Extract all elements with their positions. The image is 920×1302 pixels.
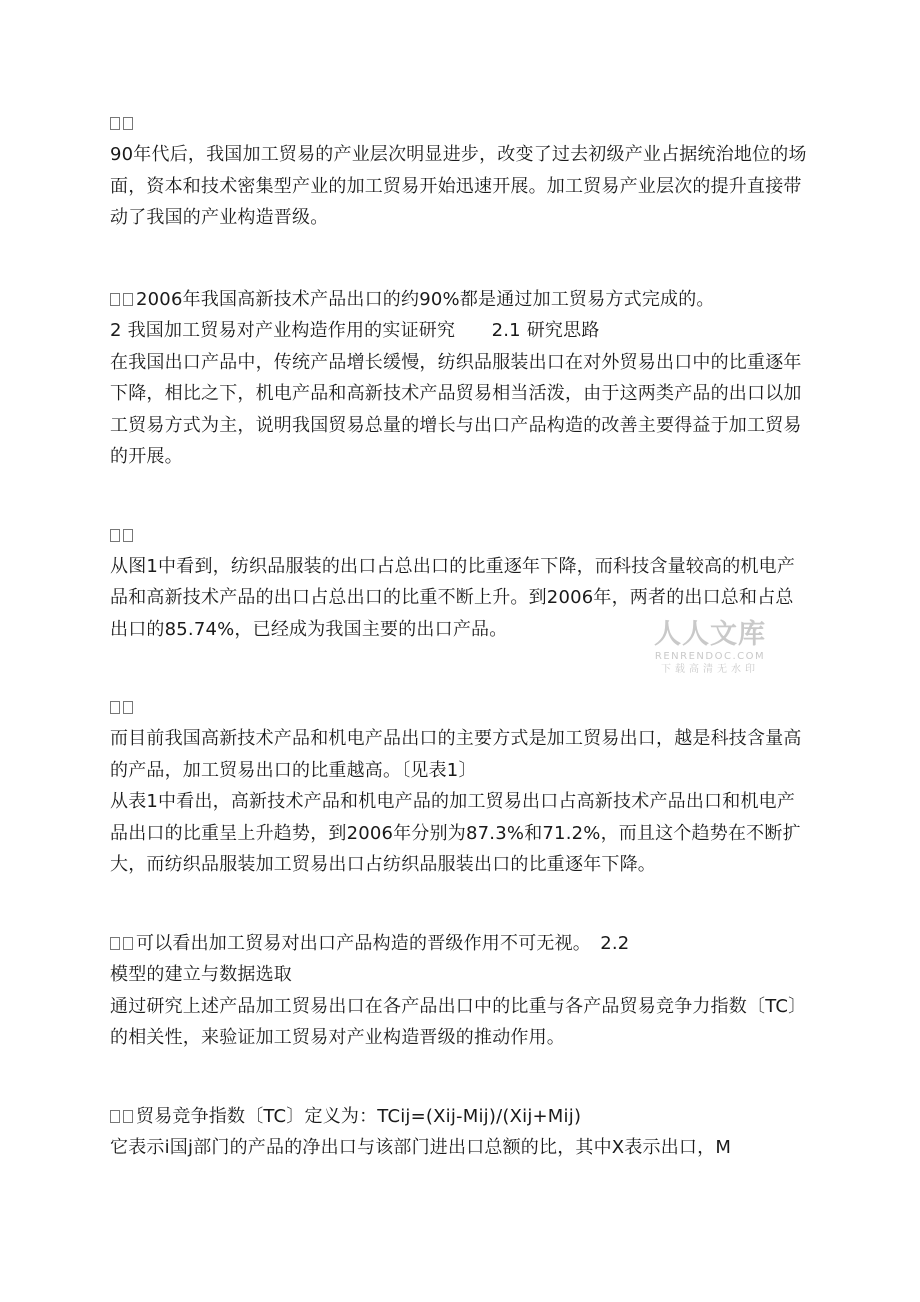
- section-heading-2-2: 模型的建立与数据选取: [110, 964, 292, 985]
- placeholder-glyph-icon: [123, 1110, 133, 1123]
- paragraph-2-text: 2006年我国高新技术产品出口的约90%都是通过加工贸易方式完成的。: [136, 288, 715, 310]
- placeholder-glyph-icon: [110, 701, 120, 714]
- paragraph-1: 90年代后，我国加工贸易的产业层次明显进步，改变了过去初级产业占据统治地位的场面，资本和技术密集型产业的加工贸易开始迅速开展。加工贸易产业层次的提升直接带动了我国的产业构造晋级。: [110, 144, 807, 228]
- watermark-tag: 下载高清无水印: [661, 664, 759, 675]
- placeholder-glyph-icon: [110, 117, 120, 130]
- paragraph-10: 通过研究上述产品加工贸易出口在各产品出口中的比重与各产品贸易竞争力指数〔TC〕的相关性，来验证加工贸易对产业构造晋级的推动作用。: [110, 995, 807, 1048]
- placeholder-glyph-icon: [110, 293, 120, 306]
- placeholder-glyph-icon: [123, 937, 133, 950]
- placeholder-glyph-icon: [110, 937, 120, 950]
- watermark-main: 人人文库: [654, 619, 766, 650]
- paragraph-11: [110, 1101, 810, 1133]
- placeholder-glyph-icon: [123, 293, 133, 306]
- placeholder-glyph-icon: [110, 529, 120, 542]
- formula-text: 贸易竞争指数〔TC〕定义为：TCij=(Xij-Mij)/(Xij+Mij): [136, 1105, 582, 1127]
- section-marker: [110, 108, 810, 139]
- paragraph-5: 从图1中看到，纺织品服装的出口占总出口的比重逐年下降，而科技含量较高的机电产品和高新技术产品的出口占总出口的比重不断上升。到2006年，两者的出口总和占总出口的85.74%，已经成为我国主要的出口产品。: [110, 555, 796, 640]
- paragraph-4: 在我国出口产品中，传统产品增长缓慢，纺织品服装出口在对外贸易出口中的比重逐年下降，相比之下，机电产品和高新技术产品贸易相当活泼，由于这两类产品的出口以加工贸易方式为主，说明我国贸易总量的增长与出口产品构造的改善主要得益于加工贸易的开展。: [110, 351, 802, 467]
- section-heading-2: 2 我国加工贸易对产业构造作用的实证研究 2.1 研究思路: [110, 320, 600, 341]
- paragraph-6: 而目前我国高新技术产品和机电产品出口的主要方式是加工贸易出口，越是科技含量高的产品，加工贸易出口的比重越高。〔见表1〕: [110, 728, 802, 781]
- section-marker: [110, 692, 810, 723]
- placeholder-glyph-icon: [123, 701, 133, 714]
- section-marker: [110, 520, 810, 551]
- paragraph-8: [110, 928, 810, 960]
- paragraph-7: 从表1中看出，高新技术产品和机电产品的加工贸易出口占高新技术产品出口和机电产品出口的比重呈上升趋势，到2006年分别为87.3%和71.2%，而且这个趋势在不断扩大，而纺织品服装加工贸易出口占纺织品服装出口的比重逐年下降。: [110, 791, 801, 875]
- paragraph-2: [110, 284, 810, 316]
- placeholder-glyph-icon: [123, 117, 133, 130]
- placeholder-glyph-icon: [110, 1110, 120, 1123]
- watermark-site: RENRENDOC.COM: [654, 651, 766, 662]
- watermark-logo: [645, 620, 775, 676]
- paragraph-8-text: 可以看出加工贸易对出口产品构造的晋级作用不可无视。 2.2: [136, 932, 630, 954]
- placeholder-glyph-icon: [123, 529, 133, 542]
- paragraph-12: 它表示i国j部门的产品的净出口与该部门进出口总额的比，其中X表示出口，M: [110, 1137, 732, 1158]
